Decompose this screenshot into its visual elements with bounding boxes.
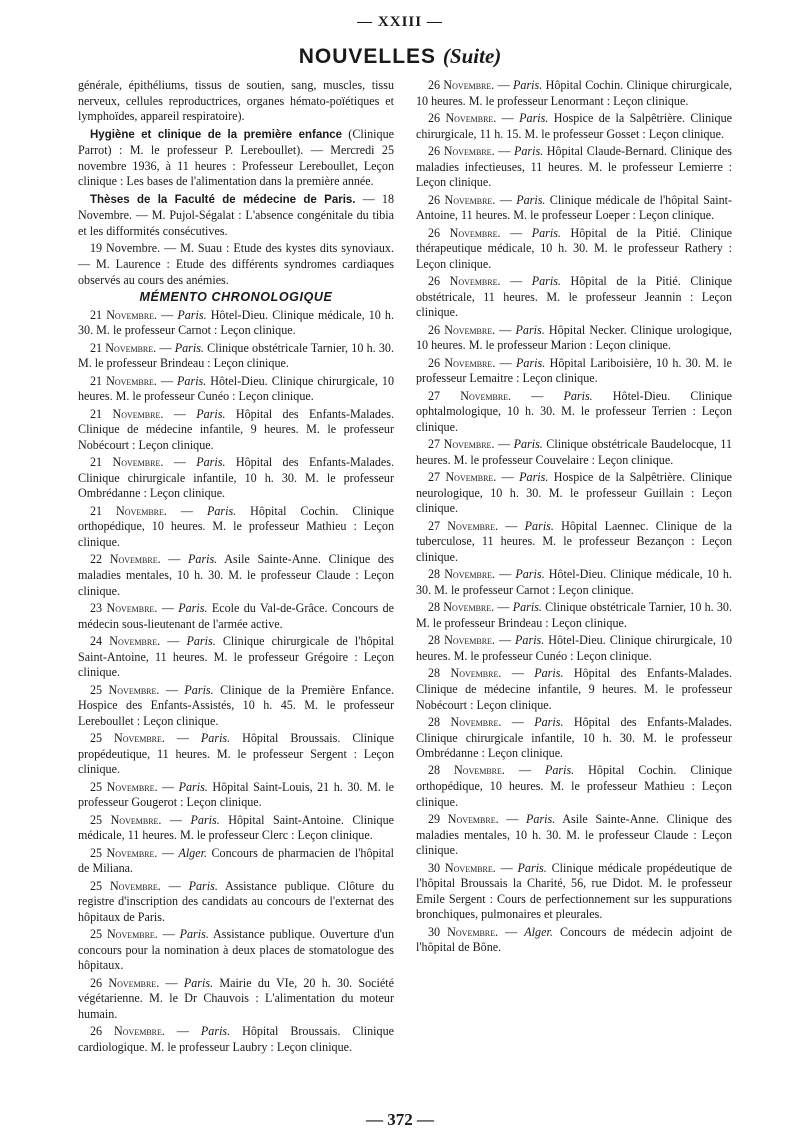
entry-text: Hôpital Cochin. Clinique orthopédique, 10 heures. M. le professeur Mathieu : Leçon clinique.: [416, 763, 732, 809]
agenda-entry: 22 Novembre. — Paris. Asile Sainte-Anne. Clinique des maladies mentales, 10 h. 30. M. le professeur Claude : Leçon clinique.: [78, 552, 395, 598]
entry-date: 26 Novembre.: [428, 143, 495, 158]
entry-text: Hôpital des Enfants-Malades. Clinique chirurgicale infantile, 10 h. 30. M. le professeur Ombrédanne : Leçon clinique.: [416, 714, 732, 761]
entry-city: Paris.: [174, 340, 204, 355]
entry-text: Clinique obstétricale Baudelocque, 11 heures. M. le professeur Couvelaire : Leçon clinique.: [416, 437, 732, 467]
entry-city: Paris.: [177, 307, 207, 322]
entry-city: Paris.: [515, 322, 545, 337]
agenda-entry: 28 Novembre. — Paris. Clinique obstétricale Tarnier, 10 h. 30. M. le professeur Brindeau : Leçon clinique.: [416, 600, 732, 630]
entry-text: Assistance publique. Clôture du registre d'inscription des candidats au concours de l'externat des hôpitaux de Paris.: [78, 878, 395, 924]
entry-text: Hospice de la Salpêtrière. Clinique chirurgicale, 11 h. 15. M. le professeur Gosset : Leçon clinique.: [416, 110, 732, 141]
news-paragraph: [78, 241, 394, 288]
entry-text: Hôpital des Enfants-Malades. Clinique de médecine infantile, 9 heures. M. le professeur Nobécourt : Leçon clinique.: [78, 406, 394, 452]
entry-city: Paris.: [178, 600, 208, 615]
page-number: — 372 —: [366, 1110, 434, 1129]
agenda-entry: 21 Novembre. — Paris. Hôpital des Enfants-Malades. Clinique chirurgicale infantile, 10 h. 30. M. le professeur Ombrédanne : Leçon clinique.: [78, 455, 394, 501]
agenda-entry: 25 Novembre. — Paris. Assistance publique. Ouverture d'un concours pour la nomination à deux places de stomatologue des hôpitaux.: [78, 927, 395, 973]
agenda-entry: 26 Novembre. — Paris. Hôpital de la Pitié. Clinique obstétricale, 11 heures. M. le professeur Jeannin : Leçon clinique.: [416, 274, 732, 320]
entry-text: Hôtel-Dieu. Clinique médicale, 10 h. 30. M. le professeur Carnot : Leçon clinique.: [416, 567, 733, 597]
entry-city: Paris.: [196, 455, 226, 470]
entry-text: Hôpital de la Pitié. Clinique obstétricale, 11 heures. M. le professeur Jeannin : Leçon clinique.: [416, 274, 732, 320]
entry-date: 27 Novembre.: [428, 518, 499, 533]
entry-city: Paris.: [516, 192, 546, 207]
paragraph-text: — 18 Novembre. — M. Pujol-Ségalat : L'absence congénitale du tibia et les difformités consécutives.: [78, 191, 394, 238]
entry-date: 21 Novembre.: [90, 373, 157, 388]
section-title-text: NOUVELLES: [298, 45, 437, 68]
agenda-entry: 28 Novembre. — Paris. Hôtel-Dieu. Clinique chirurgicale, 10 heures. M. le professeur Cunéo : Leçon clinique.: [416, 633, 732, 663]
agenda-entry: 24 Novembre. — Paris. Clinique chirurgicale de l'hôpital Saint-Antoine, 11 heures. M. le professeur Grégoire : Leçon clinique.: [78, 633, 394, 680]
agenda-entry: 21 Novembre. — Paris. Hôpital Cochin. Clinique orthopédique, 10 heures. M. le professeur Mathieu : Leçon clinique.: [78, 503, 394, 549]
entry-date: 26 Novembre.: [428, 192, 496, 207]
agenda-entry: 26 Novembre. — Paris. Hospice de la Salpêtrière. Clinique chirurgicale, 11 h. 15. M. le professeur Gosset : Leçon clinique.: [416, 110, 732, 141]
entry-date: 26 Novembre.: [90, 1024, 165, 1039]
entry-city: Paris.: [513, 143, 544, 158]
entry-text: Clinique obstétricale Tarnier, 10 h. 30. M. le professeur Brindeau : Leçon clinique.: [416, 600, 732, 630]
entry-city: Paris.: [188, 552, 218, 567]
agenda-entry: 28 Novembre. — Paris. Hôtel-Dieu. Clinique médicale, 10 h. 30. M. le professeur Carnot : Leçon clinique.: [416, 567, 733, 597]
entry-city: Paris.: [563, 388, 593, 403]
entry-text: Hôpital Cochin. Clinique chirurgicale, 10 heures. M. le professeur Lenormant : Leçon clinique.: [416, 78, 732, 108]
entry-city: Alger.: [178, 845, 207, 860]
agenda-entry: 25 Novembre. — Paris. Assistance publique. Clôture du registre d'inscription des candidats au concours de l'externat des hôpitaux de Paris.: [78, 878, 395, 924]
entry-text: Clinique de la Première Enfance. Hospice des Enfants-Assistés, 10 h. 45. M. le professeur Lereboullet : Leçon clinique.: [78, 682, 394, 728]
agenda-entry: 25 Novembre. — Paris. Hôpital Saint-Antoine. Clinique médicale, 11 heures. M. le professeur Clerc : Leçon clinique.: [78, 812, 394, 843]
entry-text: Hôpital Broussais. Clinique cardiologique. M. le professeur Laubry : Leçon clinique.: [78, 1024, 394, 1054]
entry-text: Hôtel-Dieu. Clinique chirurgicale, 10 heures. M. le professeur Cunéo : Leçon clinique.: [78, 373, 394, 404]
news-paragraph: [78, 127, 394, 190]
entry-date: 28 Novembre.: [428, 600, 495, 615]
entry-text: Clinique chirurgicale de l'hôpital Saint-Antoine, 11 heures. M. le professeur Grégoire : Leçon clinique.: [78, 633, 394, 680]
entry-city: Paris.: [179, 927, 209, 942]
entry-date: 30 Novembre.: [428, 860, 496, 875]
agenda-entry: 30 Novembre. — Alger. Concours de médecin adjoint de l'hôpital de Bône.: [416, 924, 732, 955]
entry-text: Mairie du VIe, 20 h. 30. Société végétarienne. M. le Dr Chauvois : L'alimentation du moteur humain.: [78, 975, 394, 1021]
agenda-entry: 27 Novembre. — Paris. Hôpital Laennec. Clinique de la tuberculose, 11 heures. M. le professeur Bezançon : Leçon clinique.: [416, 518, 732, 564]
memento-heading: MÉMENTO CHRONOLOGIQUE: [139, 290, 333, 305]
entry-city: Paris.: [519, 470, 549, 485]
entry-text: Concours de médecin adjoint de l'hôpital de Bône.: [416, 924, 732, 955]
entry-text: Hôpital Laennec. Clinique de la tuberculose, 11 heures. M. le professeur Bezançon : Leçon clinique.: [416, 518, 732, 564]
agenda-entry: 26 Novembre. — Paris. Hôpital Claude-Bernard. Clinique des maladies infectieuses, 11 heures. M. le professeur Lemierre : Leçon clinique.: [416, 143, 732, 190]
entry-text: Hôpital Saint-Antoine. Clinique médicale, 11 heures. M. le professeur Clerc : Leçon clinique.: [78, 812, 394, 843]
entry-date: 26 Novembre.: [90, 975, 160, 990]
agenda-entry: 25 Novembre. — Paris. Hôpital Saint-Louis, 21 h. 30. M. le professeur Gougerot : Leçon clinique.: [78, 779, 394, 810]
agenda-entry: 28 Novembre. — Paris. Hôpital des Enfants-Malades. Clinique de médecine infantile, 9 heures. M. le professeur Nobécourt : Leçon clinique.: [416, 666, 732, 712]
agenda-entry: 25 Novembre. — Alger. Concours de pharmacien de l'hôpital de Miliana.: [78, 845, 395, 876]
agenda-entry: 21 Novembre. — Paris. Hôtel-Dieu. Clinique chirurgicale, 10 heures. M. le professeur Cunéo : Leçon clinique.: [78, 373, 394, 404]
entry-text: Hôtel-Dieu. Clinique chirurgicale, 10 heures. M. le professeur Cunéo : Leçon clinique.: [416, 633, 732, 663]
agenda-entry: 26 Novembre. — Paris. Mairie du VIe, 20 h. 30. Société végétarienne. M. le Dr Chauvois : L'alimentation du moteur humain.: [78, 975, 394, 1021]
entry-city: Paris.: [544, 763, 575, 778]
entry-date: 21 Novembre.: [90, 406, 164, 421]
entry-text: Hôpital Cochin. Clinique orthopédique, 10 heures. M. le professeur Mathieu : Leçon clinique.: [78, 503, 394, 549]
entry-city: Paris.: [534, 714, 564, 729]
agenda-entry: 25 Novembre. — Paris. Hôpital Broussais. Clinique propédeutique, 11 heures. M. le professeur Sergent : Leçon clinique.: [78, 731, 394, 777]
paragraph-heading: Thèses de la Faculté de médecine de Paris.: [90, 193, 356, 206]
paragraph-text: générale, épithéliums, tissus de soutien, sang, muscles, tissu nerveux, cellules reproductrices, organes hémato-poïétiques et lymphoïdes, appareil respiratoire).: [78, 78, 394, 124]
entry-date: 26 Novembre.: [428, 110, 497, 125]
agenda-entry: 26 Novembre. — Paris. Hôpital de la Pitié. Clinique thérapeutique médicale, 10 h. 30. M. le professeur Rathery : Leçon clinique.: [416, 225, 732, 271]
entry-city: Paris.: [513, 78, 543, 92]
entry-text: Assistance publique. Ouverture d'un concours pour la nomination à deux places de stomatologue des hôpitaux.: [78, 927, 395, 973]
entry-city: Paris.: [524, 518, 554, 533]
entry-text: Hôpital Broussais. Clinique propédeutique, 11 heures. M. le professeur Sergent : Leçon clinique.: [78, 731, 394, 777]
entry-city: Paris.: [513, 437, 543, 452]
agenda-entry: 28 Novembre. — Paris. Hôpital des Enfants-Malades. Clinique chirurgicale infantile, 10 h. 30. M. le professeur Ombrédanne : Leçon clinique.: [416, 714, 732, 761]
agenda-entry: 21 Novembre. — Paris. Hôpital des Enfants-Malades. Clinique de médecine infantile, 9 heures. M. le professeur Nobécourt : Leçon clinique.: [78, 406, 394, 452]
agenda-entry: 26 Novembre. — Paris. Hôpital Broussais. Clinique cardiologique. M. le professeur Laubry : Leçon clinique.: [78, 1024, 394, 1054]
section-title: [0, 44, 800, 69]
entry-city: Paris.: [188, 878, 218, 893]
entry-city: Paris.: [177, 373, 207, 388]
news-paragraph: [78, 192, 394, 240]
entry-text: Hôpital des Enfants-Malades. Clinique chirurgicale infantile, 10 h. 30. M. le professeur Ombrédanne : Leçon clinique.: [78, 455, 394, 501]
entry-date: 21 Novembre.: [90, 503, 167, 518]
entry-date: 26 Novembre.: [428, 355, 496, 370]
entry-city: Paris.: [531, 274, 561, 289]
entry-city: Paris.: [178, 779, 208, 794]
entry-text: Clinique médicale de l'hôpital Saint-Antoine, 11 heures. M. le professeur Loeper : Leçon clinique.: [416, 192, 733, 223]
entry-text: Hôpital Saint-Louis, 21 h. 30. M. le professeur Gougerot : Leçon clinique.: [78, 779, 394, 810]
entry-date: 26 Novembre.: [428, 322, 496, 337]
entry-date: 21 Novembre.: [90, 455, 164, 470]
entry-date: 21 Novembre.: [90, 340, 157, 355]
entry-city: Paris.: [519, 110, 549, 125]
entry-city: Paris.: [183, 975, 214, 990]
entry-date: 29 Novembre.: [428, 812, 499, 827]
entry-text: Hôtel-Dieu. Clinique médicale, 10 h. 30. M. le professeur Carnot : Leçon clinique.: [78, 307, 395, 338]
agenda-entry: 21 Novembre. — Paris. Clinique obstétricale Tarnier, 10 h. 30. M. le professeur Brindeau : Leçon clinique.: [78, 340, 394, 371]
entry-date: 30 Novembre.: [428, 924, 499, 939]
paragraph-text: (Clinique Parrot) : M. le professeur P. Lereboullet). — Mercredi 25 novembre 1936, à 11 heures : Professeur Lereboullet, Leçon clinique : Les bases de l'alimentation dans la première année.: [78, 126, 394, 189]
paragraph-heading: Hygiène et clinique de la première enfance: [90, 128, 343, 141]
entry-city: Paris.: [200, 1024, 231, 1039]
entry-date: 26 Novembre.: [428, 78, 495, 92]
left-column: [78, 78, 394, 1057]
entry-date: 28 Novembre.: [428, 633, 495, 648]
entry-date: 28 Novembre.: [428, 763, 505, 778]
entry-city: Paris.: [184, 682, 214, 697]
entry-date: 21 Novembre.: [90, 307, 158, 322]
entry-text: Asile Sainte-Anne. Clinique des maladies mentales, 10 h. 30. M. le professeur Claude : Leçon clinique.: [416, 812, 733, 858]
entry-date: 23 Novembre.: [90, 600, 158, 615]
entry-city: Paris.: [534, 666, 564, 681]
entry-text: Hospice de la Salpêtrière. Clinique neurologique, 10 h. 30. M. le professeur Guillain : Leçon clinique.: [416, 470, 732, 516]
entry-date: 25 Novembre.: [90, 927, 158, 942]
entry-text: Concours de pharmacien de l'hôpital de Miliana.: [78, 845, 395, 876]
agenda-entry: 27 Novembre. — Paris. Clinique obstétricale Baudelocque, 11 heures. M. le professeur Couvelaire : Leçon clinique.: [416, 437, 732, 467]
entry-city: Paris.: [515, 633, 545, 648]
agenda-entry: 30 Novembre. — Paris. Clinique médicale propédeutique de l'hôpital Broussais la Charité, 56, rue Didot. M. le professeur Emile Sergent : Cours de perfectionnement sur les suppurations bronchiques, pulmonaires et pleurales.: [416, 860, 732, 922]
entry-text: Hôpital de la Pitié. Clinique thérapeutique médicale, 10 h. 30. M. le professeur Rathery : Leçon clinique.: [416, 225, 732, 271]
entry-text: Hôtel-Dieu. Clinique ophtalmologique, 10 h. 30. M. le professeur Terrien : Leçon clinique.: [416, 388, 732, 434]
entry-date: 27 Novembre.: [428, 437, 495, 452]
paragraph-text: 19 Novembre. — M. Suau : Etude des kystes dits synoviaux. — M. Laurence : Etude des différents syndromes cardiaques observés au cours des anémies.: [78, 241, 394, 287]
entry-city: Paris.: [196, 406, 226, 421]
entry-city: Paris.: [512, 600, 542, 615]
entry-text: Clinique obstétricale Tarnier, 10 h. 30. M. le professeur Brindeau : Leçon clinique.: [78, 340, 394, 371]
entry-text: Asile Sainte-Anne. Clinique des maladies mentales, 10 h. 30. M. le professeur Claude : Leçon clinique.: [78, 552, 395, 598]
entry-date: 28 Novembre.: [428, 666, 502, 681]
entry-date: 22 Novembre.: [90, 552, 161, 567]
right-column: [416, 78, 732, 958]
entry-date: 25 Novembre.: [90, 878, 161, 893]
agenda-entry: 28 Novembre. — Paris. Hôpital Cochin. Clinique orthopédique, 10 heures. M. le professeur Mathieu : Leçon clinique.: [416, 763, 732, 809]
agenda-entry: 21 Novembre. — Paris. Hôtel-Dieu. Clinique médicale, 10 h. 30. M. le professeur Carnot : Leçon clinique.: [78, 307, 395, 338]
entry-city: Paris.: [517, 860, 547, 875]
roman-page-number: — XXIII —: [357, 14, 443, 30]
agenda-entry: 27 Novembre. — Paris. Hôtel-Dieu. Clinique ophtalmologique, 10 h. 30. M. le professeur Terrien : Leçon clinique.: [416, 388, 732, 434]
entry-city: Paris.: [531, 225, 561, 240]
section-title-suffix: (Suite): [442, 44, 502, 68]
entry-date: 25 Novembre.: [90, 845, 158, 860]
agenda-entry: 27 Novembre. — Paris. Hospice de la Salpêtrière. Clinique neurologique, 10 h. 30. M. le professeur Guillain : Leçon clinique.: [416, 470, 732, 516]
entry-city: Paris.: [190, 812, 220, 827]
entry-text: Hôpital Necker. Clinique urologique, 10 heures. M. le professeur Marion : Leçon clinique.: [416, 322, 732, 353]
agenda-entry: 26 Novembre. — Paris. Hôpital Cochin. Clinique chirurgicale, 10 heures. M. le professeur Lenormant : Leçon clinique.: [416, 78, 732, 108]
agenda-entry: 26 Novembre. — Paris. Hôpital Lariboisière, 10 h. 30. M. le professeur Lemaitre : Leçon clinique.: [416, 355, 733, 386]
agenda-entry: 25 Novembre. — Paris. Clinique de la Première Enfance. Hospice des Enfants-Assistés, 10 h. 45. M. le professeur Lereboullet : Leçon clinique.: [78, 682, 394, 728]
entry-date: 26 Novembre.: [428, 225, 501, 240]
entry-text: Hôpital des Enfants-Malades. Clinique de médecine infantile, 9 heures. M. le professeur Nobécourt : Leçon clinique.: [416, 666, 732, 712]
entry-city: Paris.: [186, 633, 216, 648]
agenda-entry: 26 Novembre. — Paris. Hôpital Necker. Clinique urologique, 10 heures. M. le professeur Marion : Leçon clinique.: [416, 322, 732, 353]
entry-text: Ecole du Val-de-Grâce. Concours de médecin sous-lieutenant de l'armée active.: [78, 600, 394, 631]
entry-date: 26 Novembre.: [428, 274, 501, 289]
agenda-entry: 29 Novembre. — Paris. Asile Sainte-Anne. Clinique des maladies mentales, 10 h. 30. M. le professeur Claude : Leçon clinique.: [416, 812, 733, 858]
entry-text: Clinique médicale propédeutique de l'hôpital Broussais la Charité, 56, rue Didot. M. le professeur Emile Sergent : Cours de perfectionnement sur les suppurations bronchiques, pulmonaires et pleurales.: [416, 860, 732, 922]
entry-date: 27 Novembre.: [428, 388, 512, 403]
agenda-entry: 26 Novembre. — Paris. Clinique médicale de l'hôpital Saint-Antoine, 11 heures. M. le professeur Loeper : Leçon clinique.: [416, 192, 733, 223]
entry-city: Alger.: [524, 924, 553, 939]
entry-date: 25 Novembre.: [90, 779, 158, 794]
entry-date: 27 Novembre.: [428, 470, 497, 485]
entry-text: Hôpital Lariboisière, 10 h. 30. M. le professeur Lemaitre : Leçon clinique.: [416, 355, 733, 386]
entry-date: 25 Novembre.: [90, 731, 165, 746]
entry-date: 28 Novembre.: [428, 714, 502, 729]
entry-city: Paris.: [200, 731, 231, 746]
news-paragraph: [78, 78, 394, 125]
entry-city: Paris.: [526, 812, 556, 827]
entry-date: 25 Novembre.: [90, 682, 160, 697]
entry-date: 28 Novembre.: [428, 567, 496, 582]
entry-date: 25 Novembre.: [90, 812, 162, 827]
entry-text: Hôpital Claude-Bernard. Clinique des maladies infectieuses, 11 heures. M. le professeur Lemierre : Leçon clinique.: [416, 143, 732, 190]
entry-date: 24 Novembre.: [90, 633, 161, 648]
entry-city: Paris.: [206, 503, 237, 518]
entry-city: Paris.: [515, 567, 545, 582]
agenda-entry: 23 Novembre. — Paris. Ecole du Val-de-Grâce. Concours de médecin sous-lieutenant de l'armée active.: [78, 600, 394, 631]
entry-city: Paris.: [516, 355, 546, 370]
